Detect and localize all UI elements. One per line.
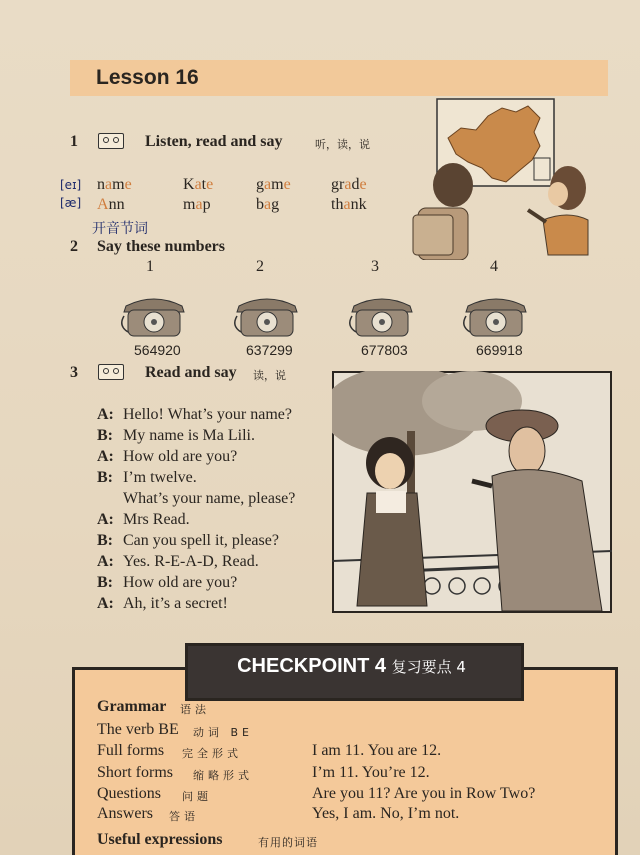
grammar-row-example: Are you 11? Are you in Row Two? xyxy=(312,785,536,802)
verb-be-label: The verb BE xyxy=(97,721,179,738)
section-3-cn: 读，说 xyxy=(253,369,286,382)
phone-number-2: 637299 xyxy=(246,342,293,358)
grammar-row-label: Full forms xyxy=(97,742,165,759)
grammar-row-cn: 缩略形式 xyxy=(193,769,253,782)
number-label-2: 2 xyxy=(256,258,264,275)
grammar-row-cn: 完全形式 xyxy=(182,747,242,760)
checkpoint-title: CHECKPOINT 4 复习要点 4 xyxy=(237,655,466,677)
section-2-title: Say these numbers xyxy=(97,238,226,255)
grammar-cn: 语法 xyxy=(180,703,210,716)
number-label-4: 4 xyxy=(490,258,498,275)
dialogue-line: What’s your name, please? xyxy=(123,490,296,507)
section-2-number: 2 xyxy=(70,238,78,255)
number-label-1: 1 xyxy=(146,258,154,275)
word-name: name xyxy=(97,176,132,193)
cassette-icon xyxy=(98,364,124,380)
grammar-row-label: Short forms xyxy=(97,764,173,781)
dialogue-line: A: How old are you? xyxy=(97,448,238,465)
handwritten-note: 开音节词 xyxy=(92,221,148,237)
word-thank: thank xyxy=(331,196,367,213)
word-kate: Kate xyxy=(183,176,214,193)
grammar-row-example: I am 11. You are 12. xyxy=(312,742,442,759)
telephone-icon xyxy=(460,292,532,340)
dialogue-line: B: How old are you? xyxy=(97,574,238,591)
word-game: game xyxy=(256,176,291,193)
dialogue-line: B: My name is Ma Lili. xyxy=(97,427,255,444)
phone-number-3: 677803 xyxy=(361,342,408,358)
grammar-row-example: Yes, I am. No, I’m not. xyxy=(312,805,460,822)
grammar-row-label: Answers xyxy=(97,805,153,822)
telephone-icon xyxy=(118,292,190,340)
grammar-row-cn: 问题 xyxy=(182,790,212,803)
section-1-title: Listen, read and say xyxy=(145,133,283,150)
word-map: map xyxy=(183,196,211,213)
dialogue-line: A: Ah, it’s a secret! xyxy=(97,595,228,612)
phonetic-ae: [æ] xyxy=(60,196,82,210)
dialogue-line: A: Yes. R-E-A-D, Read. xyxy=(97,553,259,570)
grammar-row-cn: 答语 xyxy=(169,810,199,823)
grammar-heading: Grammar xyxy=(97,698,167,715)
dialogue-line: B: I’m twelve. xyxy=(97,469,197,486)
section-3-number: 3 xyxy=(70,364,78,381)
number-label-3: 3 xyxy=(371,258,379,275)
cassette-icon xyxy=(98,133,124,149)
phone-number-1: 564920 xyxy=(134,342,181,358)
telephone-icon xyxy=(231,292,303,340)
section-1-number: 1 xyxy=(70,133,78,150)
word-grade: grade xyxy=(331,176,367,193)
dialogue-illustration xyxy=(332,371,612,613)
word-ann: Ann xyxy=(97,196,125,213)
phone-number-4: 669918 xyxy=(476,342,523,358)
phonetic-ei: [eɪ] xyxy=(60,178,82,192)
dialogue-line: A: Mrs Read. xyxy=(97,511,190,528)
useful-expressions-heading: Useful expressions xyxy=(97,831,223,848)
grammar-row-example: I’m 11. You’re 12. xyxy=(312,764,430,781)
children-illustration xyxy=(408,160,598,260)
dialogue-line: A: Hello! What’s your name? xyxy=(97,406,292,423)
useful-expressions-cn: 有用的词语 xyxy=(258,836,318,849)
section-1-cn: 听，读，说 xyxy=(315,138,370,151)
word-bag: bag xyxy=(256,196,280,213)
dialogue-line: B: Can you spell it, please? xyxy=(97,532,279,549)
section-3-title: Read and say xyxy=(145,364,237,381)
telephone-icon xyxy=(346,292,418,340)
grammar-row-label: Questions xyxy=(97,785,161,802)
lesson-title: Lesson 16 xyxy=(96,66,199,89)
verb-be-cn: 动词 BE xyxy=(193,726,253,739)
